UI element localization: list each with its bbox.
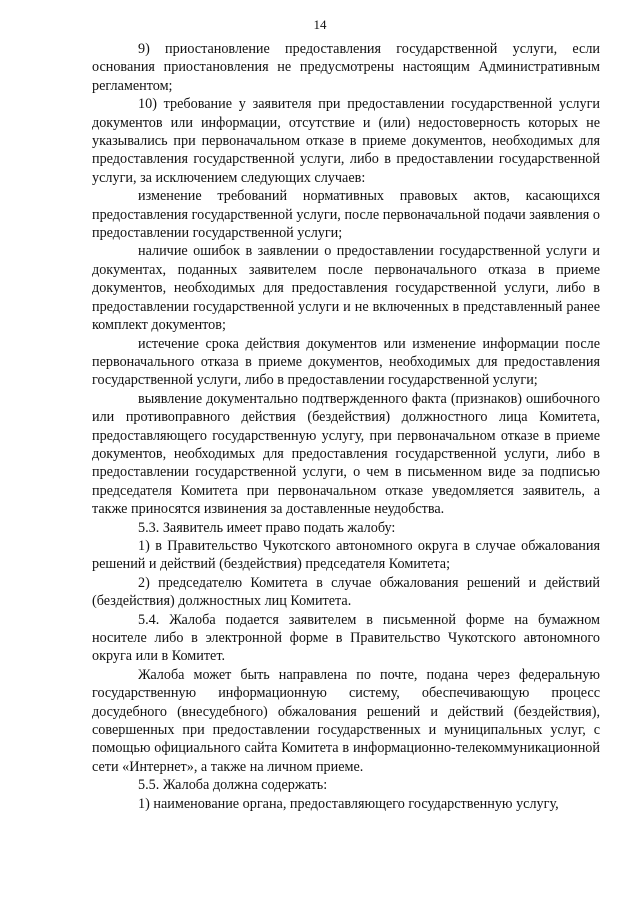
document-body [92,40,600,813]
paragraph-item-10: 10) требование у заявителя при предоставлении государственной услуги документов или информации, отсутствие и (или) недостоверность которых не указывались при первоначальном отказе в приеме документов, необходимых для предоставления государственной услуги, либо в предоставлении государственной услуги, за исключением следующих случаев: [92,96,600,186]
paragraph-documents-expiry: истечение срока действия документов или изменение информации после первоначального отказа в приеме документов, необходимых для предоставления государственной услуги, либо в предоставлении государственной услуги; [92,335,600,389]
paragraph-complaint-channels: Жалоба может быть направлена по почте, подана через федеральную государственную информационную систему, обеспечивающую процесс досудебного (внесудебного) обжалования решений и действий (бездействия), совершенных при предоставлении государственных и муниципальных услуг, с помощью официального сайта Комитета в информационно-телекоммуникационной сети «Интернет», а также на личном приеме. [92,666,600,775]
paragraph-requirements-change: изменение требований нормативных правовых актов, касающихся предоставления государственной услуги, после первоначальной подачи заявления о предоставлении государственной услуги; [92,188,600,242]
paragraph-application-errors: наличие ошибок в заявлении о предоставлении государственной услуги и документах, поданных заявителем после первоначального отказа в приеме документов, необходимых для предоставления государственной услуги, либо в предоставлении государственной услуги и не включенных в представленный ранее комплект документов; [92,243,600,334]
paragraph-5-5-item-1: 1) наименование органа, предоставляющего государственную услугу, [138,795,559,812]
paragraph-faulty-action: выявление документально подтвержденного факта (признаков) ошибочного или противоправного действия (бездействия) должностного лица Комитета, предоставляющего государственную услугу, при первоначальном отказе в приеме документов, необходимых для предоставления государственной услуги, либо в предоставлении государственной услуги, о чем в письменном виде за подписью председателя Комитета при первоначальном отказе уведомляется заявитель, а также приносятся извинения за доставленные неудобства. [92,390,600,518]
paragraph-section-5-3: 5.3. Заявитель имеет право подать жалобу: [138,519,396,536]
page-number: 14 [313,17,327,32]
paragraph-section-5-4: 5.4. Жалоба подается заявителем в письменной форме на бумажном носителе либо в электронной форме в Правительство Чукотского автономного округа или в Комитет. [92,611,600,665]
paragraph-section-5-5: 5.5. Жалоба должна содержать: [138,777,328,794]
paragraph-item-9: 9) приостановление предоставления государственной услуги, если основания приостановления не предусмотрены настоящим Административным регламентом; [92,41,600,94]
paragraph-5-3-item-2: 2) председателю Комитета в случае обжалования решений и действий (бездействия) должностных лиц Комитета. [92,574,600,610]
paragraph-5-3-item-1: 1) в Правительство Чукотского автономного округа в случае обжалования решений и действий (бездействия) председателя Комитета; [92,537,600,573]
